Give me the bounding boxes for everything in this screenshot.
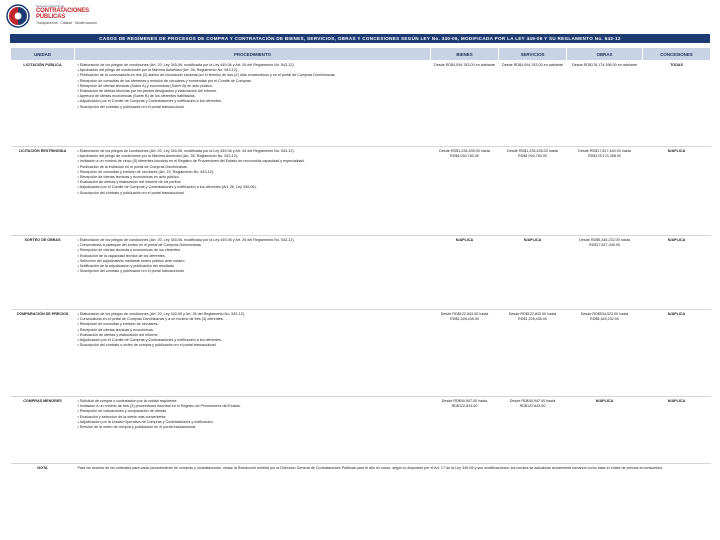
row-obras: Desde RD$5,345,232.00 hasta RD$17,817,440.00	[567, 236, 643, 310]
procedure-steps	[78, 238, 428, 274]
row-procedimiento	[75, 236, 431, 310]
row-unidad: COMPARACIÓN DE PRECIOS	[11, 310, 75, 397]
procedure-step: • Recepción de ofertas técnicas y económicas en acto público.	[78, 175, 428, 180]
procedure-step: • Recepción de ofertas técnicas y económicas de los oferentes.	[78, 248, 428, 253]
procedure-step: • Evaluación de ofertas y elaboración del informe de los peritos.	[78, 180, 428, 185]
table-row	[11, 236, 711, 310]
procedure-step: • Publicación de la invitación en el portal de Compras Dominicanas.	[78, 165, 428, 170]
procedure-step: • Suscripción del contrato u orden de compra y publicación en el portal transaccional.	[78, 343, 428, 348]
row-concesiones: TODAS	[643, 61, 711, 147]
procedure-step: • Recepción de ofertas técnicas (Sobre A) y económicas (Sobre B) en acto público.	[78, 84, 428, 89]
procedure-step: • Elaboración de los pliegos de condiciones (Art. 20, Ley 340-06, modificada por la Ley 449-06 y Art. 26 del Reglamento No. 543-12).	[78, 63, 428, 68]
table-row	[11, 61, 711, 147]
row-obras: Desde RD$17,817,440.00 hasta RD$178,174,398.00	[567, 147, 643, 236]
row-servicios: Desde RD$1,228,435.00 hasta RD$4,094,783.00	[499, 147, 567, 236]
logo-name-line1: CONTRATACIONES	[36, 8, 89, 15]
logo-name-line2: PÚBLICAS	[36, 14, 66, 21]
row-unidad: LICITACIÓN PÚBLICA	[11, 61, 75, 147]
procedure-step: • Recepción de consultas y emisión de circulares (Art. 22, Reglamento No. 543-12).	[78, 170, 428, 175]
procedure-step: • Suscripción del contrato y publicación en el portal transaccional.	[78, 105, 428, 110]
row-servicios: N/APLICA	[499, 236, 567, 310]
row-unidad: COMPRAS MENORES	[11, 397, 75, 464]
row-obras: Desde RD$534,523.00 hasta RD$5,345,232.00	[567, 310, 643, 397]
row-procedimiento	[75, 147, 431, 236]
procedure-step: • Evaluación de la capacidad técnica de los oferentes.	[78, 254, 428, 259]
row-procedimiento	[75, 397, 431, 464]
row-concesiones: N/APLICA	[643, 236, 711, 310]
dgcp-logo-icon	[6, 4, 32, 28]
table-row	[11, 310, 711, 397]
procedure-step: • Suscripción del contrato y publicación en el portal transaccional.	[78, 191, 428, 196]
procedure-steps	[78, 149, 428, 196]
procedure-step: • Aprobación del pliego de condiciones por la Máxima Autoridad (Art. 36, Reglamento No. 543-12).	[78, 68, 428, 73]
table-header-row	[11, 48, 711, 61]
procedure-step: • Publicación de la convocatoria en dos (2) diarios de circulación nacional por el término de dos (2) días consecutivos y en el portal de Compras Dominicanas.	[78, 73, 428, 78]
row-bienes: Desde RD$4,094,783.00 en adelante	[431, 61, 499, 147]
row-servicios: Desde RD$4,094,783.00 en adelante	[499, 61, 567, 147]
header-obras: OBRAS	[567, 48, 643, 61]
row-servicios: Desde RD$122,843.00 hasta RD$1,228,435.00	[499, 310, 567, 397]
procedure-step: • Adjudicación por el Comité de Compras y Contrataciones y notificación a los oferentes (Art. 26, Ley 340-06).	[78, 185, 428, 190]
row-obras: N/APLICA	[567, 397, 643, 464]
row-servicios: Desde RD$40,947.00 hasta RD$122,843.00	[499, 397, 567, 464]
row-bienes: Desde RD$40,947.00 hasta RD$122,843.00	[431, 397, 499, 464]
row-procedimiento	[75, 310, 431, 397]
header-unidad: UNIDAD	[11, 48, 75, 61]
procedure-step: • Elaboración de los pliegos de condiciones (Art. 20, Ley 340-06, modificada por la Ley 449-06 y Art. 26 del Reglamento No. 543-12).	[78, 238, 428, 243]
procedure-step: • Emisión de la orden de compra y publicación en el portal transaccional.	[78, 425, 428, 430]
procedure-steps	[78, 312, 428, 348]
row-unidad: LICITACIÓN RESTRINGIDA	[11, 147, 75, 236]
row-unidad: SORTEO DE OBRAS	[11, 236, 75, 310]
header-bienes: BIENES	[431, 48, 499, 61]
procedure-step: • Aprobación del pliego de condiciones por la Máxima Autoridad (Art. 36, Reglamento No. 543-12).	[78, 154, 428, 159]
procedure-steps	[78, 399, 428, 430]
table-row	[11, 147, 711, 236]
logo-tagline: Transparencia · Calidad · Modernización	[36, 20, 98, 25]
procedure-step: • Invitación a un mínimo de tres (3) proveedores inscritos en el Registro de Proveedores del Estado.	[78, 404, 428, 409]
logo	[6, 4, 126, 28]
document-title: CASOS DE REGÍMENES DE PROCESOS DE COMPRA Y CONTRATACIÓN DE BIENES, SERVICIOS, OBRAS Y CONCESIONES SEGÚN LEY No. 340-06, MODIFICADA POR LA LEY 449-06 Y SU REGLAMENTO No. 543-12	[10, 34, 710, 43]
row-procedimiento	[75, 61, 431, 147]
procedure-steps	[78, 63, 428, 110]
procedure-step: • Convocatoria en el portal de Compras Dominicanas y a un mínimo de tres (3) oferentes.	[78, 317, 428, 322]
row-concesiones: N/APLICA	[643, 147, 711, 236]
procurement-table	[10, 47, 711, 490]
row-bienes: N/APLICA	[431, 236, 499, 310]
row-concesiones: N/APLICA	[643, 310, 711, 397]
row-bienes: Desde RD$122,843.00 hasta RD$1,228,435.00	[431, 310, 499, 397]
procedure-step: • Elaboración de los pliegos de condiciones (Art. 20, Ley 340-06 y Art. 26 del Reglamento No. 543-12).	[78, 312, 428, 317]
table-row	[11, 464, 711, 491]
note-text: Para los montos de los umbrales para cada procedimiento de compras y contrataciones, véase la Resolución emitida por la Dirección General de Contrataciones Públicas para el año en curso, según lo dispuesto por el Art. 17 de la Ley 340-06 y sus modificaciones; los montos se actualizan anualmente tomando como base el índice de precios al consumidor.	[77, 466, 664, 470]
procedure-step: • Adjudicación por el Comité de Compras y Contrataciones y notificación a los oferentes.	[78, 338, 428, 343]
procedure-step: • Invitación a un mínimo de cinco (5) oferentes inscritos en el Registro de Proveedores del Estado de reconocida capacidad y especialidad.	[78, 159, 428, 164]
row-bienes: Desde RD$1,228,435.00 hasta RD$4,094,783.00	[431, 147, 499, 236]
procedure-step: • Evaluación y selección de la oferta más conveniente.	[78, 415, 428, 420]
procedure-step: • Apertura de ofertas económicas (Sobre B) de los oferentes habilitados.	[78, 94, 428, 99]
procedure-step: • Elaboración de los pliegos de condiciones (Art. 20, Ley 340-06, modificada por la Ley 449-06 y Art. 26 del Reglamento No. 543-12).	[78, 149, 428, 154]
procedure-step: • Recepción de consultas y emisión de circulares.	[78, 322, 428, 327]
table-row	[11, 397, 711, 464]
procedure-step: • Recepción de consultas de los oferentes y emisión de circulares y enmiendas por el Comité de Compras.	[78, 79, 428, 84]
procedure-step: • Solicitud de compra o contratación por la unidad requirente.	[78, 399, 428, 404]
procedure-step: • Suscripción del contrato y publicación en el portal transaccional.	[78, 269, 428, 274]
procedure-step: • Notificación de la adjudicación y publicación del resultado.	[78, 264, 428, 269]
row-unidad: NOTA	[37, 466, 48, 470]
procedure-step: • Selección del adjudicatario mediante sorteo público ante notario.	[78, 259, 428, 264]
row-obras: Desde RD$178,174,398.00 en adelante	[567, 61, 643, 147]
procedure-step: • Evaluación de ofertas y elaboración del informe.	[78, 333, 428, 338]
row-concesiones: N/APLICA	[643, 397, 711, 464]
procedure-step: • Convocatoria a participar del sorteo en el portal de Compras Dominicanas.	[78, 243, 428, 248]
procedure-step: • Recepción de ofertas técnicas y económicas.	[78, 328, 428, 333]
procedure-step: • Evaluación de ofertas técnicas por los peritos designados y elaboración del informe.	[78, 89, 428, 94]
header-servicios: SERVICIOS	[499, 48, 567, 61]
header-concesiones: CONCESIONES	[643, 48, 711, 61]
logo-small-text: Dirección General de	[36, 4, 65, 8]
procedure-step: • Adjudicación por la Unidad Operativa de Compras y Contrataciones y notificación.	[78, 420, 428, 425]
procedure-step: • Adjudicación por el Comité de Compras y Contrataciones y notificación a los oferentes.	[78, 99, 428, 104]
procedure-step: • Recepción de cotizaciones y comparación de ofertas.	[78, 409, 428, 414]
header-procedimiento: PROCEDIMIENTO	[75, 48, 431, 61]
